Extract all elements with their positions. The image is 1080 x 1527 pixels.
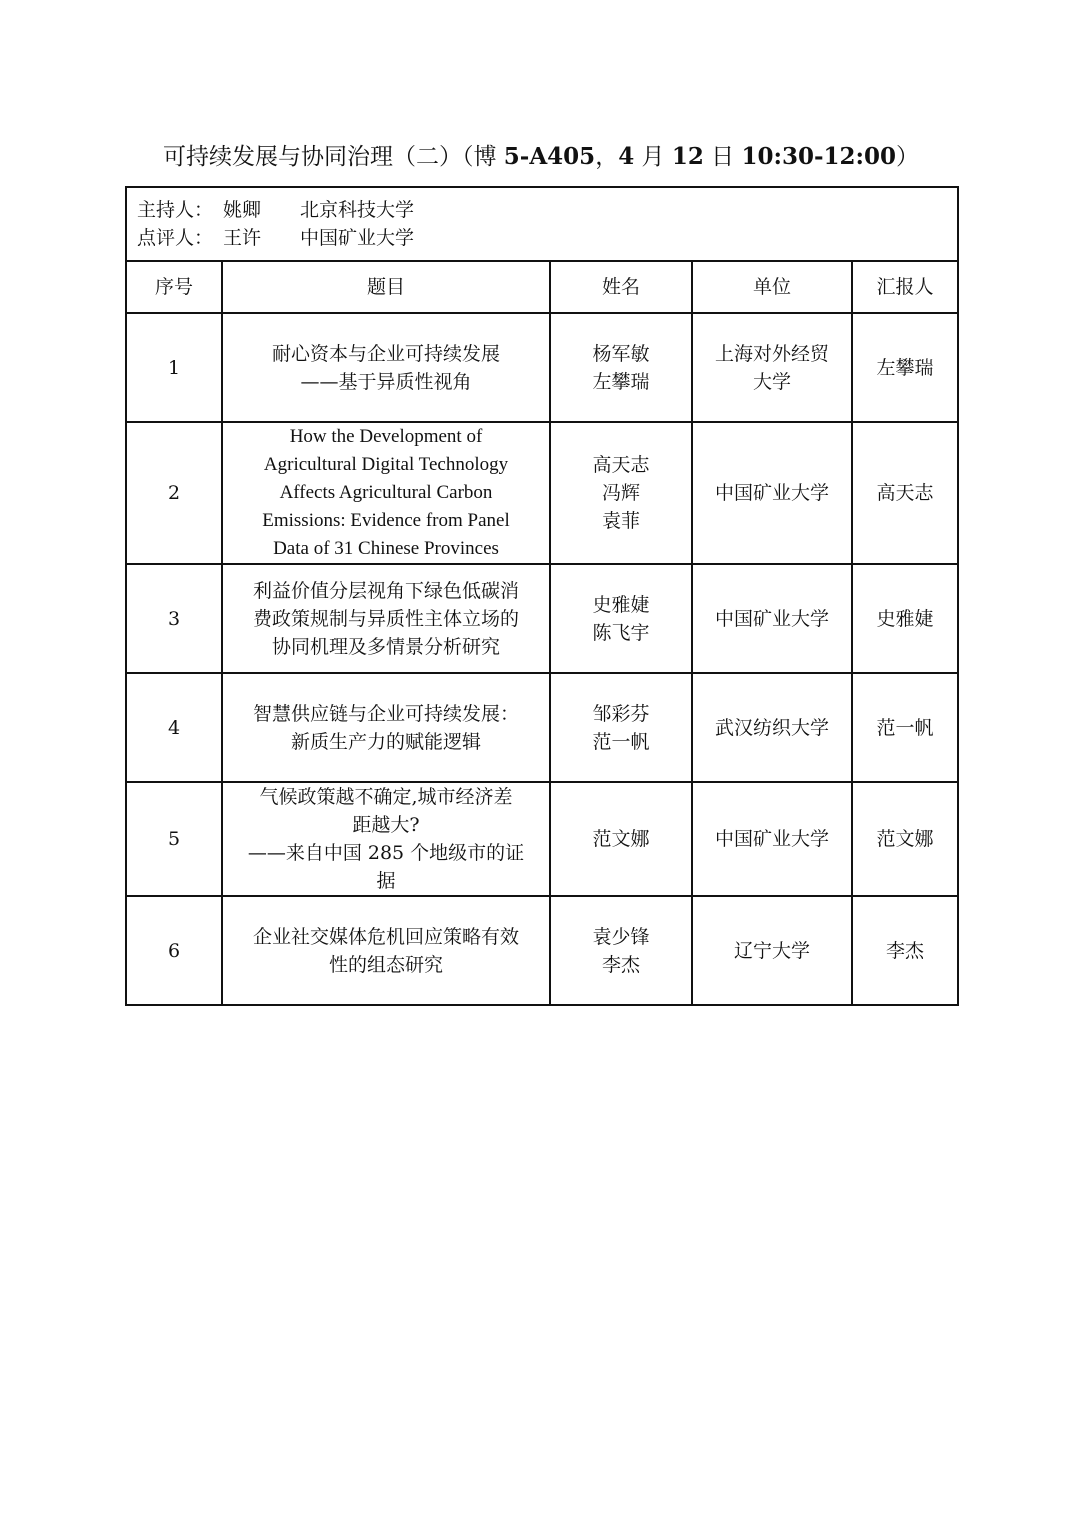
column-header-presenter: 汇报人 — [852, 261, 958, 313]
column-header-no: 序号 — [126, 261, 222, 313]
title-line: How the Development of — [289, 426, 483, 447]
title-line: 据 — [376, 870, 396, 892]
affiliation-line: 大学 — [752, 370, 791, 393]
table-row — [126, 782, 958, 896]
title-day-unit: 日 — [703, 144, 742, 170]
paper-title — [222, 313, 550, 422]
author-names — [550, 313, 692, 422]
presenter: 高天志 — [852, 422, 958, 564]
affiliation-line: 上海对外经贸 — [714, 342, 829, 365]
author-names — [550, 564, 692, 673]
paper-title — [222, 564, 550, 673]
schedule-table — [125, 186, 959, 1006]
affiliation — [692, 782, 852, 896]
title-line: Data of 31 Chinese Provinces — [273, 538, 499, 559]
header-row — [126, 261, 958, 313]
affiliation-line: 辽宁大学 — [733, 939, 810, 962]
title-line: 性的组态研究 — [328, 953, 443, 976]
title-month-unit: 月 — [634, 144, 672, 170]
affiliation-line: 中国矿业大学 — [714, 828, 829, 850]
author-name: 袁菲 — [601, 510, 640, 532]
paper-title — [222, 896, 550, 1005]
author-name: 邹彩芬 — [592, 702, 650, 725]
affiliation-line: 中国矿业大学 — [714, 607, 829, 630]
affiliation — [692, 422, 852, 564]
title-line: 企业社交媒体危机回应策略有效 — [252, 925, 519, 948]
title-line: 新质生产力的赋能逻辑 — [290, 730, 481, 753]
title-time: 10:30-12:00 — [741, 143, 897, 170]
title-line: 智慧供应链与企业可持续发展： — [252, 702, 519, 725]
column-header-org: 单位 — [692, 261, 852, 313]
host-role: 主持人： — [137, 199, 214, 221]
title-line: 耐心资本与企业可持续发展 — [271, 342, 500, 365]
title-separator: ， — [595, 144, 619, 170]
title-line: Affects Agricultural Carbon — [279, 482, 493, 503]
title-month: 4 — [618, 143, 635, 170]
host-org: 中国矿业大学 — [300, 227, 415, 249]
host-name: 王许 — [223, 227, 262, 249]
affiliation-line: 武汉纺织大学 — [714, 716, 829, 739]
author-name: 高天志 — [592, 454, 650, 476]
row-number: 4 — [126, 673, 222, 782]
table-row — [126, 673, 958, 782]
title-prefix: 可持续发展与协同治理（二）（博 — [162, 144, 504, 170]
paper-title — [222, 673, 550, 782]
author-name: 李杰 — [601, 953, 640, 976]
host-line-moderator — [137, 196, 947, 224]
host-row — [126, 187, 958, 261]
author-name: 杨军敏 — [592, 342, 650, 365]
title-line: ——基于异质性视角 — [300, 370, 472, 393]
author-name: 左攀瑞 — [592, 370, 650, 393]
title-line: 费政策规制与异质性主体立场的 — [252, 607, 519, 630]
title-line: Emissions: Evidence from Panel — [262, 510, 510, 531]
presenter: 左攀瑞 — [852, 313, 958, 422]
author-names — [550, 896, 692, 1005]
affiliation — [692, 673, 852, 782]
author-name: 史雅婕 — [592, 593, 650, 616]
presenter: 史雅婕 — [852, 564, 958, 673]
author-name: 陈飞宇 — [592, 621, 650, 644]
affiliation — [692, 896, 852, 1005]
row-number: 1 — [126, 313, 222, 422]
host-info-cell — [126, 187, 958, 261]
author-name: 冯辉 — [601, 482, 640, 504]
title-line: 气候政策越不确定,城市经济差 — [259, 786, 513, 808]
column-header-authors: 姓名 — [550, 261, 692, 313]
row-number: 6 — [126, 896, 222, 1005]
title-line: 协同机理及多情景分析研究 — [271, 635, 500, 658]
presenter: 范文娜 — [852, 782, 958, 896]
author-names — [550, 673, 692, 782]
author-names — [550, 782, 692, 896]
author-name: 范文娜 — [592, 828, 650, 850]
title-room: 5-A405 — [503, 143, 596, 170]
host-line-reviewer — [137, 224, 947, 252]
presenter: 范一帆 — [852, 673, 958, 782]
affiliation — [692, 313, 852, 422]
author-name: 袁少锋 — [592, 925, 650, 948]
title-line: 利益价值分层视角下绿色低碳消 — [252, 579, 519, 602]
author-name: 范一帆 — [592, 730, 650, 753]
host-role: 点评人： — [137, 227, 214, 249]
row-number: 5 — [126, 782, 222, 896]
table-row — [126, 896, 958, 1005]
table-row — [126, 422, 958, 564]
title-line: Agricultural Digital Technology — [263, 454, 509, 475]
row-number: 2 — [126, 422, 222, 564]
table-row — [126, 564, 958, 673]
presenter: 李杰 — [852, 896, 958, 1005]
host-name: 姚卿 — [223, 199, 262, 221]
paper-title — [222, 422, 550, 564]
title-line: 距越大? — [352, 814, 420, 836]
paper-title — [222, 782, 550, 896]
host-org: 北京科技大学 — [300, 199, 415, 221]
row-number: 3 — [126, 564, 222, 673]
affiliation — [692, 564, 852, 673]
title-day: 12 — [671, 143, 704, 170]
affiliation-line: 中国矿业大学 — [714, 482, 829, 504]
column-header-title: 题目 — [222, 261, 550, 313]
title-suffix: ） — [896, 144, 920, 170]
page-title — [125, 139, 957, 175]
title-line: ——来自中国 285 个地级市的证 — [247, 842, 525, 864]
table-row — [126, 313, 958, 422]
author-names — [550, 422, 692, 564]
